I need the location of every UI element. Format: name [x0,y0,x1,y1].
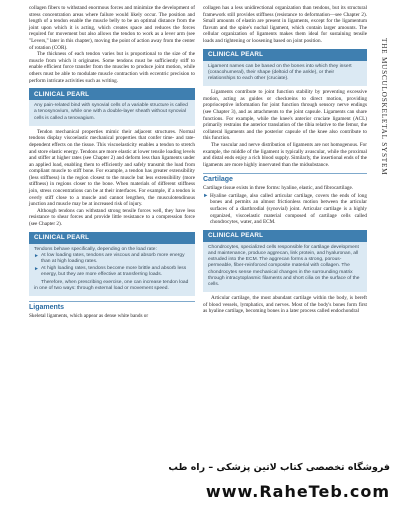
cartilage-list [203,193,367,226]
watermark-footer [0,454,400,512]
clinical-pearl-text: Chondrocytes, specialized cells responsible for cartilage development and maintenance, produce aggrecan, link protein, and hyaluronan, all extruded into the ECM. The aggrecan forms a strong, porous-permeable, fiber-reinforced composite material with collagen. The chondrocytes sense mechanical changes in the surrounding matrix through intracytoplasmic filaments and short cilia on the surface of the cells. [208,244,360,288]
clinical-pearl-box [29,88,195,126]
paragraph: Tendon mechanical properties mimic their adjacent structures. Normal tendons display viscoelastic mechanical properties that confer time- and rate-dependent effects on the tissue. This viscoelasticity enables a tendon to stretch and store elastic energy. Tendons are more elastic at lower tensile loading levels and stiffer at higher rates (see Chapter 2) and deform less than ligaments under an applied load, enabling them to efficiently and safely transmit the load from compliant muscle to stiff bone. For example, a tendon has greater extensibility (less stiffness) in the region closest to the muscle but less extensibility (more stiffness) in regions closer to the bone. When materials of different stiffness join, stress concentrations can be at their interfaces. For example, if a tendon is overly stiff close to a muscle and cannot lengthen, the musculotendinous junction and muscle may be at increased risk of injury. [29,128,195,208]
paragraph: Articular cartilage, the most abundant cartilage within the body, is bereft of blood vessels, lymphatics, and nerves. Most of the body's bones form first as hyaline cartilage, becoming bones in a later process called endochondral [203,295,367,315]
paragraph: collagen fibers to withstand enormous forces and minimize the development of stress concentration areas where failure would likely occur. The position and length of a tendon enable the muscle belly to be an optimal distance from the joint upon which it is acting, which creates space and reduces the forces required for movement but also allows the tendon to work as a lever arm (see "Levers," later in this chapter), moving the point of action away from the center of rotation (COR). [29,5,195,51]
arrow-bullet-icon: ► [34,266,39,273]
clinical-pearl-title: CLINICAL PEARL [203,49,367,61]
left-column [29,5,195,320]
arrow-bullet-icon: ► [203,192,209,199]
paragraph: The thickness of each tendon varies but is proportional to the size of the muscle from which it originates. Some tendons must be sufficiently stiff to enable efficient force transfer from the muscles to produce joint motion, while others must be able to modulate muscle contraction with eccentric precision to perform intricate activities such as writing. [29,51,195,84]
clinical-pearl-text: Ligament names can be based on the bones into which they insert (coracohumeral), their shape (deltoid of the ankle), or their relationships to each other (cruciate). [208,63,352,81]
paragraph: Skeletal ligaments, which appear as dense white bands or [29,313,149,320]
list-item [203,193,367,226]
list-item-text: Hyaline cartilage, also called articular cartilage, covers the ends of long bones and permits an almost frictionless motion between the articular surfaces of a diarthrodial (synovial) joint. Articular cartilage is a highly organized, viscoelastic material composed of cartilage cells called chondrocytes, water, and ECM. [210,192,367,226]
clinical-pearl-box [203,230,367,292]
section-heading-cartilage: Cartilage [203,173,367,183]
watermark-url: www.RaheTeb.com [205,482,390,501]
clinical-pearl-title: CLINICAL PEARL [29,88,195,100]
paragraph: Ligaments contribute to joint function stability by preventing excessive motion, acting as guides or checkreins to direct motion, providing proprioceptive information for joint function through sensory nerve endings (see Chapter 3), and as attachments to the joint capsule. Ligaments can share functions. For example, while the knee's anterior cruciate ligament (ACL) primarily restrains the anterior translation of the tibia relative to the femur, the collateral ligaments and the posterior capsule of the knee also contribute to this function. [203,89,367,142]
clinical-pearl-title: CLINICAL PEARL [203,230,367,242]
clinical-pearl-list [34,253,190,279]
clinical-pearl-title: CLINICAL PEARL [29,232,195,244]
arrow-bullet-icon: ► [34,252,39,259]
list-item-text: At low loading rates, tendons are viscous and absorb more energy than at high loading rates. [41,252,185,265]
clinical-pearl-intro: Tendons behave specifically, depending on the load rate: [34,246,157,252]
list-item-text: At high loading rates, tendons become more brittle and absorb less energy, but they are more effective at transferring loads. [41,266,187,278]
section-heading-ligaments: Ligaments [29,301,195,311]
paragraph: collagen has a less unidirectional organization than tendons, but its structural framework still provides stiffness (resistance to deformation—see Chapter 2). Small amounts of elastin are present in ligaments, except for the ligamentum flavum and the spine's nuchal ligament, which contain larger amounts. The cellular organization of ligaments makes them ideal for sustaining tensile loads and tightening or loosening based on joint position. [203,5,367,44]
paragraph: Cartilage tissue exists in three forms: hyaline, elastic, and fibrocartilage. [203,185,354,192]
list-item [34,266,190,278]
paragraph: Although tendons can withstand strong tensile forces well, they have less resistance to shear forces and provide little resistance to a compression force (see Chapter 2). [29,207,195,228]
watermark-store-name: فروشگاه تخصصی کتاب لاتین پزشکی – راه طب [168,462,390,473]
clinical-pearl-note: Therefore, when prescribing exercise, one can increase tendon load in one of two ways: through external load or movement speed. [34,279,189,291]
clinical-pearl-text: Any pain-related bind with synovial cells of a variable structure is called a tenosynovium, while one with a double-layer sheath without synovial cells is called a tenovagium. [34,103,188,121]
clinical-pearl-box [29,232,195,296]
clinical-pearl-box [203,49,367,87]
chapter-sidebar [373,0,400,452]
paragraph: The vascular and nerve distribution of ligaments are not homogenous. For example, the middle of the ligament is typically avascular, while the proximal and distal ends enjoy a rich blood supply. Similarly, the insertional ends of the ligaments are more highly innervated than the midsubstance. [203,141,367,168]
list-item [34,253,190,265]
right-column [203,5,367,315]
chapter-sidebar-title: THE MUSCULOSKELETAL SYSTEM [380,38,388,176]
clinical-pearl-body [29,244,195,296]
